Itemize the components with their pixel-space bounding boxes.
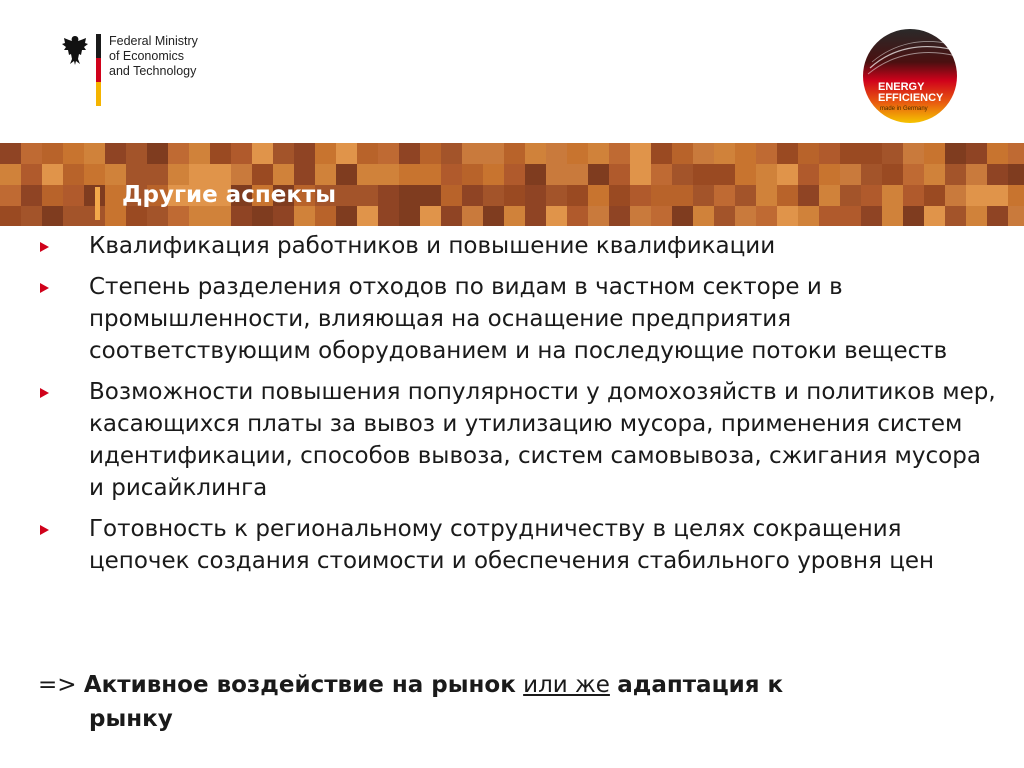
mosaic-tile xyxy=(1008,206,1024,226)
mosaic-tile xyxy=(42,164,63,185)
mosaic-tile xyxy=(777,206,798,226)
mosaic-tile xyxy=(1008,143,1024,164)
mosaic-tile xyxy=(966,143,987,164)
mosaic-tile xyxy=(483,164,504,185)
bullet-text: Степень разделения отходов по видам в частном секторе и в промышленности, влияющая на оснащение предприятия соответствующим оборудованием и на последующие потоки веществ xyxy=(89,274,948,364)
mosaic-tile xyxy=(483,143,504,164)
ministry-name xyxy=(109,34,198,79)
mosaic-tile xyxy=(840,143,861,164)
mosaic-tile xyxy=(168,143,189,164)
mosaic-tile xyxy=(0,206,21,226)
mosaic-tile xyxy=(504,143,525,164)
mosaic-tile xyxy=(840,164,861,185)
mosaic-tile xyxy=(399,164,420,185)
logo-wordmark xyxy=(878,82,943,104)
mosaic-tile xyxy=(756,185,777,206)
mosaic-tile xyxy=(735,143,756,164)
mosaic-tile xyxy=(462,185,483,206)
mosaic-tile xyxy=(441,206,462,226)
mosaic-tile xyxy=(693,185,714,206)
mosaic-tile xyxy=(168,206,189,226)
mosaic-tile xyxy=(672,164,693,185)
logo-line-1: ENERGY xyxy=(878,81,925,93)
mosaic-tile xyxy=(420,164,441,185)
mosaic-tile xyxy=(567,143,588,164)
mosaic-tile xyxy=(756,143,777,164)
mosaic-tile xyxy=(336,206,357,226)
mosaic-tile xyxy=(1008,164,1024,185)
mosaic-tile xyxy=(42,185,63,206)
mosaic-tile xyxy=(945,164,966,185)
mosaic-tile xyxy=(651,143,672,164)
conclusion xyxy=(38,668,998,736)
mosaic-tile xyxy=(819,206,840,226)
mosaic-tile xyxy=(252,206,273,226)
mosaic-tile xyxy=(777,164,798,185)
conclusion-part-1: Активное воздействие на рынок xyxy=(83,672,516,698)
mosaic-tile xyxy=(945,206,966,226)
mosaic-tile xyxy=(105,143,126,164)
mosaic-tile xyxy=(924,185,945,206)
mosaic-tile xyxy=(798,164,819,185)
mosaic-tile xyxy=(210,143,231,164)
mosaic-tile xyxy=(147,143,168,164)
mosaic-tile xyxy=(546,206,567,226)
ministry-line-2: of Economics xyxy=(109,49,185,63)
title-accent-bar xyxy=(95,187,100,220)
mosaic-tile xyxy=(1008,185,1024,206)
mosaic-tile xyxy=(903,206,924,226)
german-flag-bar xyxy=(96,34,101,106)
mosaic-tile xyxy=(399,206,420,226)
mosaic-tile xyxy=(525,164,546,185)
mosaic-tile xyxy=(819,143,840,164)
mosaic-tile xyxy=(525,206,546,226)
federal-eagle-icon xyxy=(60,34,90,66)
mosaic-tile xyxy=(0,164,21,185)
mosaic-tile xyxy=(21,164,42,185)
mosaic-tile xyxy=(861,206,882,226)
bullet-arrow-icon xyxy=(40,388,49,398)
mosaic-tile xyxy=(840,185,861,206)
mosaic-tile xyxy=(693,206,714,226)
mosaic-tile xyxy=(462,164,483,185)
mosaic-tile xyxy=(630,206,651,226)
mosaic-tile xyxy=(378,143,399,164)
mosaic-tile xyxy=(567,185,588,206)
mosaic-tile xyxy=(63,185,84,206)
mosaic-tile xyxy=(504,206,525,226)
mosaic-tile xyxy=(420,143,441,164)
mosaic-tile xyxy=(378,206,399,226)
mosaic-tile xyxy=(189,206,210,226)
mosaic-tile xyxy=(336,143,357,164)
mosaic-tile xyxy=(588,185,609,206)
mosaic-tile xyxy=(672,143,693,164)
mosaic-tile xyxy=(609,185,630,206)
mosaic-tile xyxy=(357,164,378,185)
mosaic-tile xyxy=(462,143,483,164)
mosaic-tile xyxy=(987,164,1008,185)
mosaic-tile xyxy=(357,206,378,226)
mosaic-tile xyxy=(546,164,567,185)
mosaic-tile xyxy=(42,206,63,226)
ministry-logo xyxy=(60,34,198,106)
mosaic-tile xyxy=(609,206,630,226)
mosaic-tile xyxy=(546,143,567,164)
mosaic-tile xyxy=(42,143,63,164)
bullet-list xyxy=(0,230,1024,586)
bullet-text: Квалификация работников и повышение квалификации xyxy=(89,233,776,259)
mosaic-tile xyxy=(945,143,966,164)
mosaic-tile xyxy=(714,185,735,206)
mosaic-tile xyxy=(609,143,630,164)
mosaic-tile xyxy=(231,143,252,164)
mosaic-tile xyxy=(189,143,210,164)
mosaic-tile xyxy=(483,185,504,206)
mosaic-tile xyxy=(861,185,882,206)
mosaic-tile xyxy=(882,164,903,185)
mosaic-tile xyxy=(819,164,840,185)
mosaic-tile xyxy=(714,206,735,226)
mosaic-tile xyxy=(483,206,504,226)
mosaic-tile xyxy=(777,143,798,164)
mosaic-tile xyxy=(693,164,714,185)
bullet-item xyxy=(0,513,1024,577)
mosaic-tile xyxy=(441,164,462,185)
mosaic-tile xyxy=(987,143,1008,164)
bullet-arrow-icon xyxy=(40,525,49,535)
mosaic-tile xyxy=(21,206,42,226)
mosaic-tile xyxy=(882,143,903,164)
ministry-line-3: and Technology xyxy=(109,64,197,78)
mosaic-tile xyxy=(672,185,693,206)
mosaic-tile xyxy=(21,143,42,164)
bullet-arrow-icon xyxy=(40,283,49,293)
conclusion-connector: или же xyxy=(523,672,610,698)
mosaic-tile xyxy=(336,164,357,185)
mosaic-tile xyxy=(903,143,924,164)
mosaic-tile xyxy=(651,206,672,226)
mosaic-tile xyxy=(903,185,924,206)
mosaic-tile xyxy=(630,185,651,206)
mosaic-tile xyxy=(798,206,819,226)
mosaic-tile xyxy=(378,164,399,185)
mosaic-tile xyxy=(273,206,294,226)
mosaic-tile xyxy=(756,206,777,226)
mosaic-tile xyxy=(966,206,987,226)
mosaic-tile xyxy=(336,185,357,206)
mosaic-tile xyxy=(588,143,609,164)
bullet-item xyxy=(0,271,1024,367)
logo-line-2: EFFICIENCY xyxy=(878,92,944,104)
mosaic-tile xyxy=(315,143,336,164)
mosaic-tile xyxy=(105,206,126,226)
mosaic-tile xyxy=(504,185,525,206)
mosaic-tile xyxy=(609,164,630,185)
mosaic-tile xyxy=(252,143,273,164)
mosaic-tile xyxy=(63,143,84,164)
mosaic-tile xyxy=(882,185,903,206)
mosaic-tile xyxy=(462,206,483,226)
mosaic-tile xyxy=(273,143,294,164)
mosaic-tile xyxy=(21,185,42,206)
mosaic-tile xyxy=(399,185,420,206)
mosaic-tile xyxy=(819,185,840,206)
mosaic-tile xyxy=(231,206,252,226)
mosaic-tile xyxy=(630,143,651,164)
mosaic-tile xyxy=(378,185,399,206)
mosaic-tile xyxy=(735,206,756,226)
mosaic-tile xyxy=(63,164,84,185)
mosaic-tile xyxy=(315,206,336,226)
mosaic-tile xyxy=(567,164,588,185)
mosaic-tile xyxy=(126,143,147,164)
mosaic-tile xyxy=(882,206,903,226)
mosaic-tile xyxy=(567,206,588,226)
conclusion-part-2: адаптация к xyxy=(617,672,784,698)
mosaic-tile xyxy=(714,143,735,164)
mosaic-tile xyxy=(0,185,21,206)
mosaic-tile xyxy=(651,164,672,185)
mosaic-tile xyxy=(735,164,756,185)
mosaic-tile xyxy=(630,164,651,185)
mosaic-tile xyxy=(651,185,672,206)
mosaic-tile xyxy=(987,185,1008,206)
bullet-text: Готовность к региональному сотрудничеству в целях сокращения цепочек создания стоимости и обеспечения стабильного уровня цен xyxy=(89,516,935,574)
mosaic-tile xyxy=(210,206,231,226)
mosaic-tile xyxy=(924,206,945,226)
mosaic-tile xyxy=(588,206,609,226)
mosaic-tile xyxy=(714,164,735,185)
mosaic-tile xyxy=(672,206,693,226)
mosaic-tile xyxy=(441,185,462,206)
mosaic-tile xyxy=(840,206,861,226)
mosaic-tile xyxy=(294,143,315,164)
ministry-line-1: Federal Ministry xyxy=(109,34,198,48)
mosaic-tile xyxy=(924,143,945,164)
bullet-text: Возможности повышения популярности у домохозяйств и политиков мер, касающихся платы за вывоз и утилизацию мусора, применения систем идентификации, способов вывоза, систем самовывоза, сжигания мусора и рисайклинга xyxy=(89,379,996,501)
mosaic-tile xyxy=(126,206,147,226)
bullet-arrow-icon xyxy=(40,242,49,252)
mosaic-tile xyxy=(966,164,987,185)
mosaic-tile xyxy=(399,143,420,164)
mosaic-tile xyxy=(966,185,987,206)
mosaic-tile xyxy=(525,185,546,206)
mosaic-tile xyxy=(357,185,378,206)
mosaic-tile xyxy=(504,164,525,185)
mosaic-tile xyxy=(861,164,882,185)
mosaic-tile xyxy=(441,143,462,164)
slide-title: Другие аспекты xyxy=(122,182,337,208)
mosaic-tile xyxy=(903,164,924,185)
mosaic-tile xyxy=(420,206,441,226)
mosaic-tile xyxy=(987,206,1008,226)
mosaic-tile xyxy=(798,185,819,206)
bullet-item xyxy=(0,376,1024,504)
mosaic-tile xyxy=(525,143,546,164)
logo-subtitle: made in Germany xyxy=(880,106,928,112)
mosaic-tile xyxy=(588,164,609,185)
mosaic-tile xyxy=(420,185,441,206)
mosaic-tile xyxy=(798,143,819,164)
mosaic-tile xyxy=(945,185,966,206)
mosaic-tile xyxy=(861,143,882,164)
mosaic-tile xyxy=(84,143,105,164)
mosaic-tile xyxy=(294,206,315,226)
mosaic-tile xyxy=(777,185,798,206)
bullet-item xyxy=(0,230,1024,262)
mosaic-tile xyxy=(756,164,777,185)
mosaic-tile xyxy=(84,164,105,185)
mosaic-tile xyxy=(735,185,756,206)
mosaic-tile xyxy=(0,143,21,164)
conclusion-prefix: => xyxy=(38,672,77,698)
mosaic-tile xyxy=(693,143,714,164)
mosaic-tile xyxy=(63,206,84,226)
mosaic-tile xyxy=(147,206,168,226)
mosaic-tile xyxy=(546,185,567,206)
mosaic-tile xyxy=(924,164,945,185)
conclusion-part-3: рынку xyxy=(89,706,173,732)
mosaic-tile xyxy=(357,143,378,164)
